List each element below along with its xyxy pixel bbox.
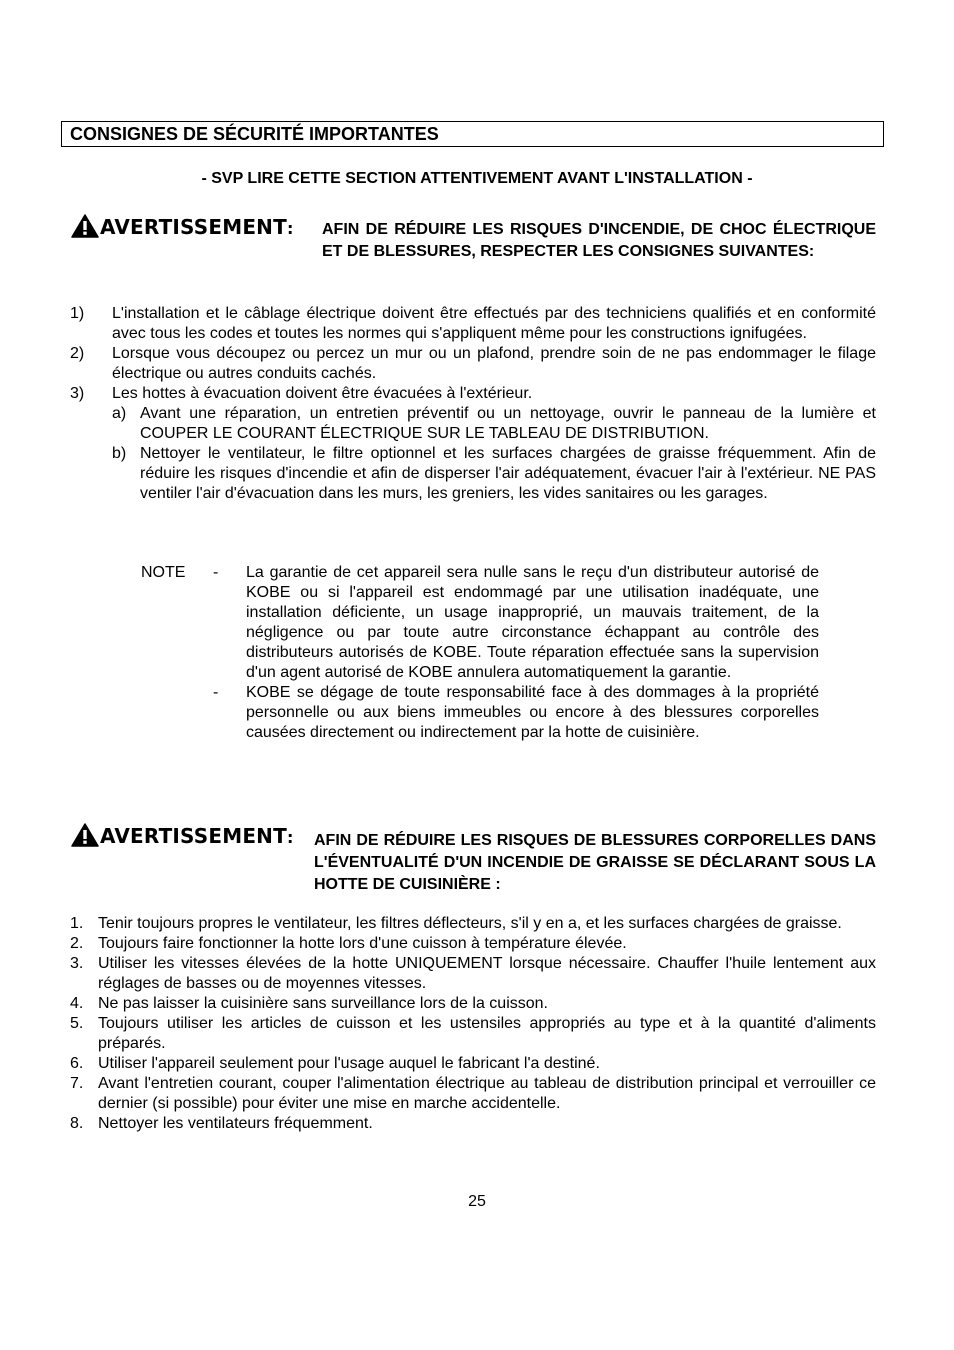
note-item	[141, 563, 819, 683]
list-item-text: Lorsque vous découpez ou percez un mur ou un plafond, prendre soin de ne pas endommager le filage électrique ou autres conduits cachés.	[112, 345, 876, 382]
list-item	[70, 1074, 876, 1114]
list-item-text: Utiliser les vitesses élevées de la hotte UNIQUEMENT lorsque nécessaire. Chauffer l'huile lentement aux réglages de basses ou de moyennes vitesses.	[98, 955, 876, 992]
list-item-number: 2)	[70, 345, 85, 362]
warning-colon-1: :	[286, 219, 294, 238]
list-item	[70, 1054, 876, 1074]
note-item	[141, 683, 819, 743]
warning-heading-1	[71, 214, 294, 243]
sub-list	[70, 404, 876, 504]
sub-list-item-text: Nettoyer le ventilateur, le filtre optionnel et les surfaces chargées de graisse fréquemment. Afin de réduire les risques d'incendie et afin de disperser l'air adéquatement, évacuer l'air à l'extérieur. NE PAS ventiler l'air d'évacuation dans les murs, les greniers, les vides sanitaires ou les garages.	[140, 445, 876, 502]
warning-label-2: AVERTISSEMENT	[100, 824, 287, 848]
warning-colon-2: :	[286, 828, 294, 847]
list-item-number: 8.	[70, 1115, 84, 1132]
list-item-text: Toujours utiliser les articles de cuisson et les ustensiles appropriés au type et à la quantité d'aliments préparés.	[98, 1015, 876, 1052]
list-item	[70, 994, 876, 1014]
list-item-text: Nettoyer les ventilateurs fréquemment.	[98, 1115, 373, 1132]
list-item	[70, 914, 876, 934]
page-title: CONSIGNES DE SÉCURITÉ IMPORTANTES	[61, 121, 884, 147]
warning-label-1: AVERTISSEMENT	[100, 215, 287, 239]
list-item-text: Toujours faire fonctionner la hotte lors d'une cuisson à température élevée.	[98, 935, 627, 952]
list-item-text: Utiliser l'appareil seulement pour l'usage auquel le fabricant l'a destiné.	[98, 1055, 600, 1072]
list-item-number: 2.	[70, 935, 84, 952]
list-item	[70, 344, 876, 384]
list-item-text: Les hottes à évacuation doivent être évacuées à l'extérieur.	[112, 385, 533, 402]
page-number: 25	[468, 1193, 486, 1210]
sub-list-item	[112, 444, 876, 504]
sub-list-item-letter: a)	[112, 405, 127, 422]
list-item	[70, 384, 876, 404]
list-item-number: 3)	[70, 385, 85, 402]
warning-heading-2	[71, 823, 294, 852]
note-dash: -	[213, 684, 219, 701]
list-item-number: 1)	[70, 305, 85, 322]
list-item	[70, 1114, 876, 1134]
sub-list-item-text: Avant une réparation, un entretien préventif ou un nettoyage, ouvrir le panneau de la lumière et COUPER LE COURANT ÉLECTRIQUE SUR LE TABLEAU DE DISTRIBUTION.	[140, 405, 876, 442]
list-item-number: 3.	[70, 955, 84, 972]
note-block	[141, 563, 819, 743]
sub-list-item-letter: b)	[112, 445, 127, 462]
list-item-number: 1.	[70, 915, 84, 932]
warning-text-1: AFIN DE RÉDUIRE LES RISQUES D'INCENDIE, DE CHOC ÉLECTRIQUE ET DE BLESSURES, RESPECTER LES CONSIGNES SUIVANTES:	[322, 221, 876, 260]
warning-text-2: AFIN DE RÉDUIRE LES RISQUES DE BLESSURES CORPORELLES DANS L'ÉVENTUALITÉ D'UN INCENDIE DE GRAISSE SE DÉCLARANT SOUS LA HOTTE DE CUISINIÈRE :	[314, 832, 876, 893]
safety-list-2	[70, 914, 876, 1134]
list-item-text: Ne pas laisser la cuisinière sans surveillance lors de la cuisson.	[98, 995, 548, 1012]
list-item	[70, 1014, 876, 1054]
list-item	[70, 934, 876, 954]
list-item-text: Avant l'entretien courant, couper l'alimentation électrique au tableau de distribution principal et verrouiller ce dernier (si possible) pour éviter une mise en marche accidentelle.	[98, 1075, 876, 1112]
list-item-number: 5.	[70, 1015, 84, 1032]
sub-list-item	[112, 404, 876, 444]
safety-list-1	[70, 304, 876, 504]
warning-triangle-icon	[71, 214, 99, 243]
list-item-number: 6.	[70, 1055, 84, 1072]
list-item-text: L'installation et le câblage électrique doivent être effectués par des techniciens qualifiés et en conformité avec tous les codes et toutes les normes qui s'appliquent même pour les constructions ignifugées.	[112, 305, 876, 342]
note-text: La garantie de cet appareil sera nulle sans le reçu d'un distributeur autorisé de KOBE ou si l'appareil est endommagé par une utilisation inadéquate, une installation déficiente, un usage inapproprié, un mauvais traitement, de la négligence ou par toute autre circonstance échappant au contrôle des distributeurs autorisés de KOBE. Toute réparation effectuée sans la supervision d'un agent autorisé de KOBE annulera automatiquement la garantie.	[246, 564, 819, 681]
note-label: NOTE	[141, 564, 186, 581]
section-subtitle: - SVP LIRE CETTE SECTION ATTENTIVEMENT AVANT L'INSTALLATION -	[201, 170, 753, 187]
note-text: KOBE se dégage de toute responsabilité face à des dommages à la propriété personnelle ou aux biens immeubles ou encore à des blessures corporelles causées directement ou indirectement par la hotte de cuisinière.	[246, 684, 819, 741]
list-item-number: 7.	[70, 1075, 84, 1092]
list-item-text: Tenir toujours propres le ventilateur, les filtres déflecteurs, s'il y en a, et les surfaces chargées de graisse.	[98, 915, 842, 932]
warning-triangle-icon	[71, 823, 99, 852]
list-item	[70, 954, 876, 994]
note-dash: -	[213, 564, 219, 581]
list-item	[70, 304, 876, 344]
list-item-number: 4.	[70, 995, 84, 1012]
